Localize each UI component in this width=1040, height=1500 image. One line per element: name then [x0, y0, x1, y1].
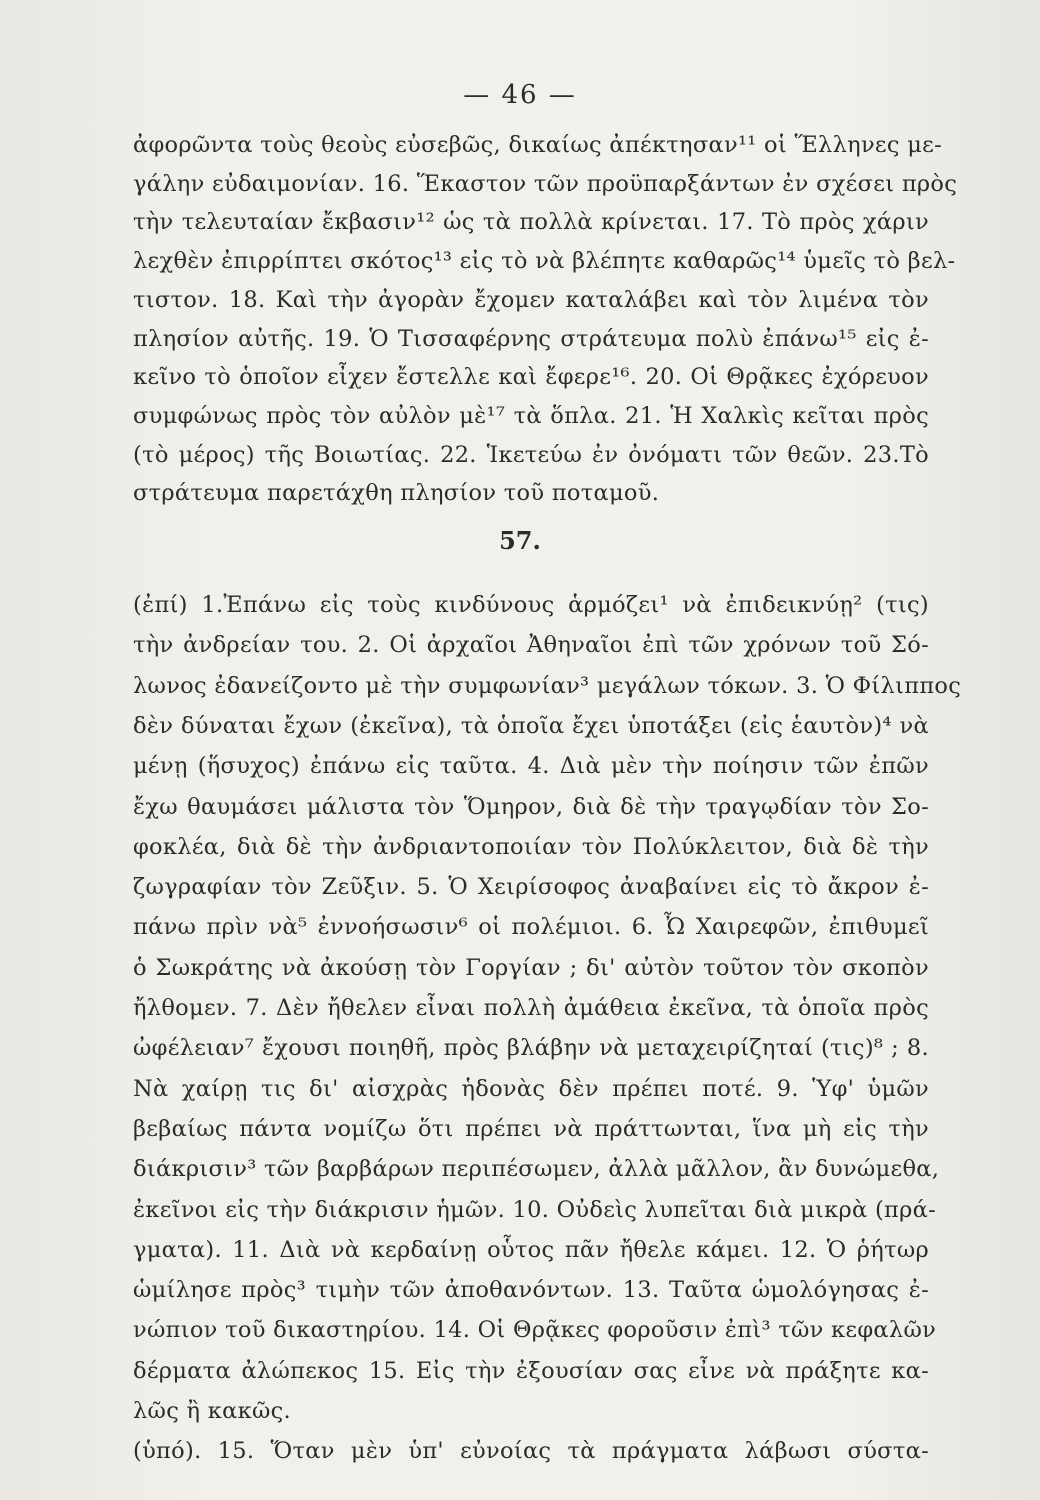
text-line: στράτευμα παρετάχθη πλησίον τοῦ ποταμοῦ. [133, 480, 660, 507]
text-line: συμφώνως πρὸς τὸν αὐλὸν μὲ¹⁷ τὰ ὅπλα. 21. Ἡ Χαλκὶς κεῖται πρὸς [133, 402, 929, 429]
text-line: βεβαίως πάντα νομίζω ὅτι πρέπει νὰ πράττωνται, ἵνα μὴ εἰς τὴν [133, 1115, 929, 1142]
text-line: ὠφέλειαν⁷ ἔχουσι ποιηθῆ, πρὸς βλάβην νὰ μεταχειρίζηταί (τις)⁸ ; 8. [133, 1035, 929, 1062]
text-line: τὴν τελευταίαν ἔκβασιν¹² ὡς τὰ πολλὰ κρίνεται. 17. Τὸ πρὸς χάριν [133, 209, 929, 236]
text-line: λωνος ἐδανείζοντο μὲ τὴν συμφωνίαν³ μεγάλων τόκων. 3. Ὁ Φίλιππος [133, 672, 962, 699]
text-line: ὁ Σωκράτης νὰ ἀκούσῃ τὸν Γοργίαν ; δι' αὐτὸν τοῦτον τὸν σκοπὸν [133, 954, 929, 981]
text-line: τιστον. 18. Καὶ τὴν ἀγορὰν ἔχομεν καταλάβει καὶ τὸν λιμένα τὸν [133, 286, 929, 313]
text-line: διάκρισιν³ τῶν βαρβάρων περιπέσωμεν, ἀλλὰ μᾶλλον, ἂν δυνώμεθα, [133, 1156, 940, 1183]
text-line: Νὰ χαίρῃ τις δι' αἰσχρὰς ἡδονὰς δὲν πρέπει ποτέ. 9. Ὑφ' ὑμῶν [133, 1075, 929, 1102]
text-line: τὴν ἀνδρείαν του. 2. Οἱ ἀρχαῖοι Ἀθηναῖοι ἐπὶ τῶν χρόνων τοῦ Σό- [133, 632, 929, 659]
text-line: δὲν δύναται ἔχων (ἐκεῖνα), τὰ ὁποῖα ἔχει ὑποτάξει (εἰς ἑαυτὸν)⁴ νὰ [133, 712, 929, 739]
text-line: (ἐπί) 1.Ἐπάνω εἰς τοὺς κινδύνους ἁρμόζει¹ νὰ ἐπιδεικνύῃ² (τις) [133, 592, 929, 618]
text-line: ἀφορῶντα τοὺς θεοὺς εὐσεβῶς, δικαίως ἀπέκτησαν¹¹ οἱ Ἕλληνες με- [133, 132, 943, 158]
page-number: — 46 — [463, 80, 577, 110]
text-line: (ὑπό). 15. Ὅταν μὲν ὑπ' εὐνοίας τὰ πράγματα λάβωσι σύστα- [133, 1438, 929, 1465]
text-line: ἐκεῖνοι εἰς τὴν διάκρισιν ἡμῶν. 10. Οὐδεὶς λυπεῖται διὰ μικρὰ (πρά- [133, 1196, 937, 1223]
text-line: μένῃ (ἥσυχος) ἐπάνω εἰς ταῦτα. 4. Διὰ μὲν τὴν ποίησιν τῶν ἐπῶν [133, 753, 929, 780]
text-line: λῶς ἢ κακῶς. [133, 1398, 292, 1424]
text-line: νώπιον τοῦ δικαστηρίου. 14. Οἱ Θρᾷκες φοροῦσιν ἐπὶ³ τῶν κεφαλῶν [133, 1317, 937, 1344]
text-line: ὡμίλησε πρὸς³ τιμὴν τῶν ἀποθανόντων. 13. Ταῦτα ὡμολόγησας ἐ- [133, 1277, 929, 1304]
text-line: πλησίον αὐτῆς. 19. Ὁ Τισσαφέρνης στράτευμα πολὺ ἐπάνω¹⁵ εἰς ἐ- [133, 325, 929, 352]
text-line: ἔχω θαυμάσει μάλιστα τὸν Ὅμηρον, διὰ δὲ τὴν τραγῳδίαν τὸν Σο- [133, 793, 929, 820]
text-line: κεῖνο τὸ ὁποῖον εἶχεν ἔστελλε καὶ ἔφερε¹⁶. 20. Οἱ Θρᾷκες ἐχόρευον [133, 364, 929, 391]
text-line: ζωγραφίαν τὸν Ζεῦξιν. 5. Ὁ Χειρίσοφος ἀναβαίνει εἰς τὸ ἄκρον ἐ- [133, 874, 929, 901]
text-line: (τὸ μέρος) τῆς Βοιωτίας. 22. Ἱκετεύω ἐν ὀνόματι τῶν θεῶν. 23.Τὸ [133, 441, 929, 468]
text-line: λεχθὲν ἐπιρρίπτει σκότος¹³ εἰς τὸ νὰ βλέπητε καθαρῶς¹⁴ ὑμεῖς τὸ βελ- [133, 248, 956, 275]
text-line: γάλην εὐδαιμονίαν. 16. Ἕκαστον τῶν προϋπαρξάντων ἐν σχέσει πρὸς [133, 170, 958, 197]
text-line: γματα). 11. Διὰ νὰ κερδαίνῃ οὗτος πᾶν ἤθελε κάμει. 12. Ὁ ῥήτωρ [133, 1236, 929, 1263]
section-number: 57. [499, 526, 541, 555]
text-line: ἤλθομεν. 7. Δὲν ἤθελεν εἶναι πολλὴ ἀμάθεια ἐκεῖνα, τὰ ὁποῖα πρὸς [133, 995, 929, 1021]
text-line: πάνω πρὶν νὰ⁵ ἐννοήσωσιν⁶ οἱ πολέμιοι. 6. Ὦ Χαιρεφῶν, ἐπιθυμεῖ [133, 914, 929, 941]
text-line: φοκλέα, διὰ δὲ τὴν ἀνδριαντοποιίαν τὸν Πολύκλειτον, διὰ δὲ τὴν [133, 833, 929, 860]
text-line: δέρματα ἀλώπεκος 15. Εἰς τὴν ἐξουσίαν σας εἶνε νὰ πράξητε κα- [133, 1357, 929, 1384]
